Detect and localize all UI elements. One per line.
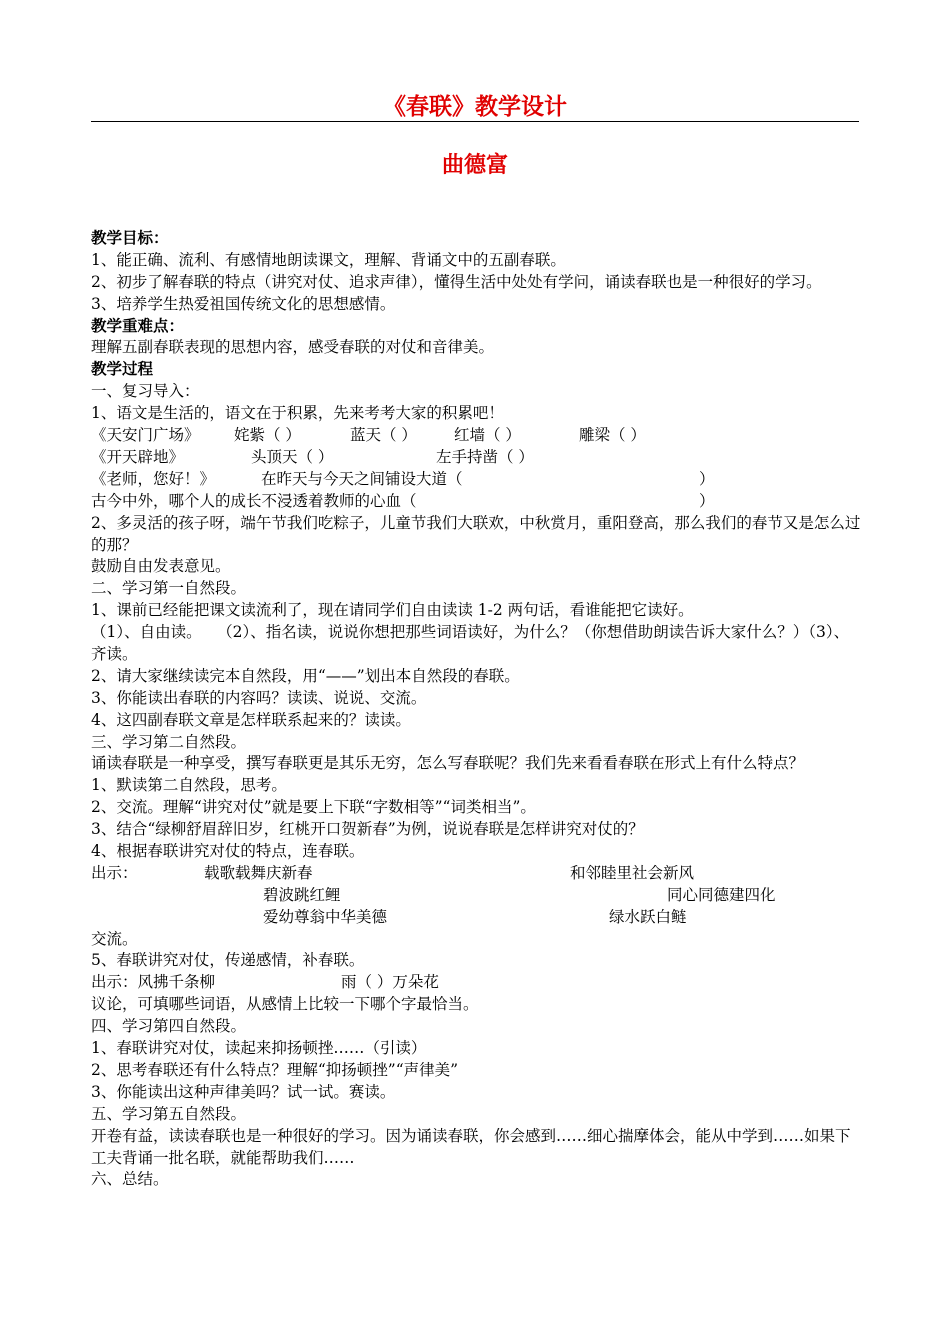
document-body <box>91 228 861 1191</box>
paragraph-line: 3、结合“绿柳舒眉辞旧岁，红桃开口贺新春”为例，说说春联是怎样讲究对仗的？ <box>91 820 644 839</box>
goals-heading: 教学目标： <box>91 229 169 247</box>
paragraph-line: 议论，可填哪些词语，从感情上比较一下哪个字最恰当。 <box>91 995 479 1014</box>
paragraph-line: 2、思考春联还有什么特点？理解“抑扬顿挫”“声律美” <box>91 1060 459 1079</box>
couplet-match-row <box>91 863 861 885</box>
paragraph-line: 2、多灵活的孩子呀，端午节我们吃粽子，儿童节我们大联欢，中秋赏月，重阳登高，那么我们的春节又是怎么过的那？ <box>91 513 861 554</box>
paragraph-line: 3、你能读出春联的内容吗？读读、说说、交流。 <box>91 688 427 707</box>
quiz-text: 《天安门广场》 <box>91 426 200 445</box>
couplet-lower-blank: 雨（ ）万朵花 <box>341 973 439 992</box>
couplet-lower: 和邻睦里社会新风 <box>570 863 695 882</box>
couplet-upper: 出示：风拂千条柳 <box>91 973 216 992</box>
couplet-match-row <box>91 907 861 929</box>
quiz-row-gujin <box>91 491 861 513</box>
paragraph-line: 4、根据春联讲究对仗的特点，连春联。 <box>91 842 365 861</box>
couplet-upper: 爱幼尊翁中华美德 <box>263 907 388 926</box>
quiz-blank: 姹紫（ ） <box>234 426 301 445</box>
section-title: 一、复习导入： <box>91 382 200 401</box>
quiz-row-teacher <box>91 469 861 491</box>
quiz-blank: 在昨天与今天之间铺设大道（ <box>261 469 463 488</box>
quiz-blank-close: ） <box>699 491 715 510</box>
quiz-blank: 头顶天（ ） <box>251 447 334 466</box>
couplet-fill-row <box>91 972 861 994</box>
show-label: 出示： <box>91 863 138 882</box>
quiz-blank-close: ） <box>699 469 715 488</box>
goal-item: 1、能正确、流利、有感情地朗读课文，理解、背诵文中的五副春联。 <box>91 250 566 269</box>
quiz-blank: 蓝天（ ） <box>350 426 417 445</box>
goal-item: 2、初步了解春联的特点（讲究对仗、追求声律），懂得生活中处处有学问，诵读春联也是一种很好的学习。 <box>91 272 822 291</box>
process-heading: 教学过程 <box>91 360 154 379</box>
paragraph-line: 2、请大家继续读完本自然段，用“——”划出本自然段的春联。 <box>91 666 520 685</box>
quiz-blank: 红墙（ ） <box>454 426 521 445</box>
goal-item: 3、培养学生热爱祖国传统文化的思想感情。 <box>91 294 396 313</box>
couplet-lower: 绿水跃白鲢 <box>609 907 687 926</box>
section-title: 二、学习第一自然段。 <box>91 579 247 598</box>
paragraph-line: 1、春联讲究对仗，读起来抑扬顿挫……（引读） <box>91 1039 427 1058</box>
couplet-lower: 同心同德建四化 <box>667 885 776 904</box>
quiz-row-tiananmen <box>91 425 861 447</box>
paragraph-line: 4、这四副春联文章是怎样联系起来的？读读。 <box>91 710 411 729</box>
quiz-blank: 左手持凿（ ） <box>436 447 534 466</box>
section-title: 五、学习第五自然段。 <box>91 1104 247 1123</box>
quiz-text: 古今中外，哪个人的成长不浸透着教师的心血（ <box>91 491 417 510</box>
paragraph-line: 鼓励自由发表意见。 <box>91 557 231 576</box>
paragraph-line: 5、春联讲究对仗，传递感情，补春联。 <box>91 951 365 970</box>
quiz-row-kaitian <box>91 447 861 469</box>
couplet-upper: 载歌载舞庆新春 <box>204 863 313 882</box>
paragraph-line: 2、交流。理解“讲究对仗”就是要上下联“字数相等”“词类相当”。 <box>91 798 536 817</box>
paragraph-line: 开卷有益，读读春联也是一种很好的学习。因为诵读春联，你会感到……细心揣摩体会，能从中学到……如果下工夫背诵一批名联，就能帮助我们…… <box>91 1126 851 1167</box>
section-title: 六、总结。 <box>91 1170 169 1189</box>
document-title: 《春联》教学设计 <box>383 94 567 120</box>
quiz-text: 《老师，您好！》 <box>91 469 216 488</box>
paragraph-line: 交流。 <box>91 929 138 948</box>
section-title: 三、学习第二自然段。 <box>91 732 247 751</box>
couplet-upper: 碧波跳红鲤 <box>263 885 341 904</box>
couplet-match-row <box>91 885 861 907</box>
title-underline <box>91 121 859 122</box>
quiz-blank: 雕梁（ ） <box>579 426 646 445</box>
paragraph-line: 诵读春联是一种享受，撰写春联更是其乐无穷，怎么写春联呢？我们先来看看春联在形式上有什么特点？ <box>91 754 805 773</box>
paragraph-line: 1、默读第二自然段，思考。 <box>91 776 287 795</box>
paragraph-line: （1）、自由读。 （2）、指名读，说说你想把那些词语读好，为什么？（你想借助朗读告诉大家什么？）（3）、齐读。 <box>91 623 850 663</box>
key-points-text: 理解五副春联表现的思想内容，感受春联的对仗和音律美。 <box>91 338 495 357</box>
quiz-text: 《开天辟地》 <box>91 447 185 466</box>
paragraph-line: 3、你能读出这种声律美吗？试一试。赛读。 <box>91 1082 396 1101</box>
paragraph-line: 1、课前已经能把课文读流利了，现在请同学们自由读读 1-2 两句话，看谁能把它读好。 <box>91 601 694 620</box>
section-title: 四、学习第四自然段。 <box>91 1017 247 1036</box>
key-points-heading: 教学重难点： <box>91 316 185 335</box>
paragraph-line: 1、语文是生活的，语文在于积累，先来考考大家的积累吧！ <box>91 404 504 423</box>
author-name: 曲德富 <box>441 153 508 178</box>
